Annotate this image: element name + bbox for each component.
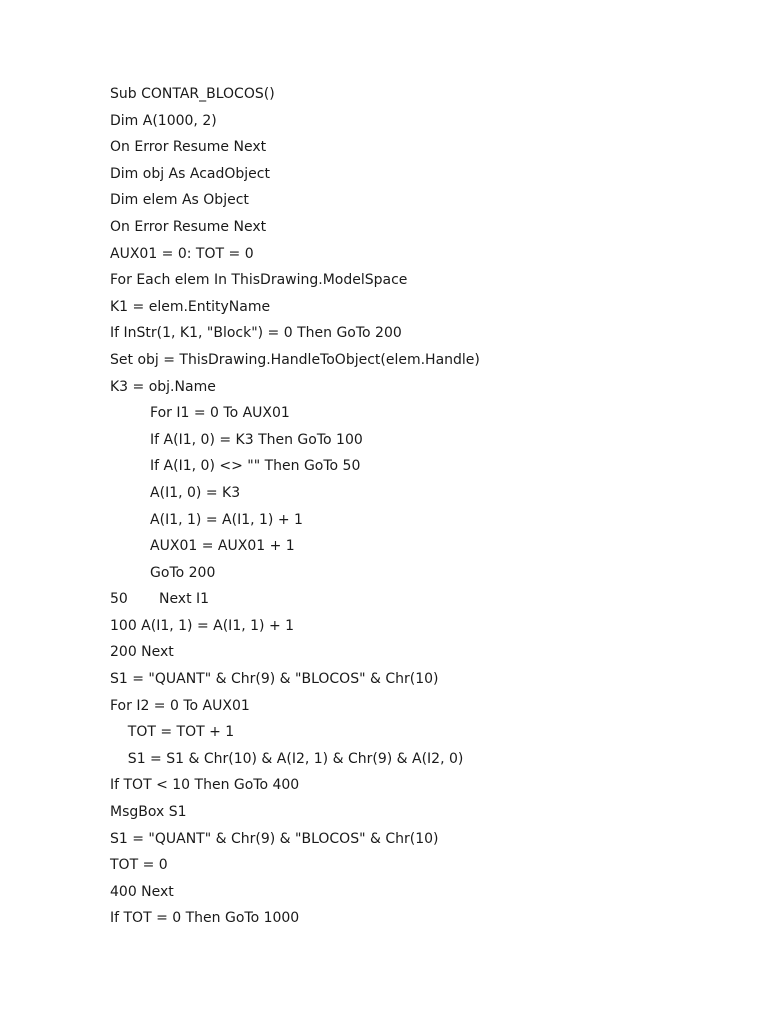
code-line: AUX01 = 0: TOT = 0 [110, 245, 254, 262]
code-line: For I1 = 0 To AUX01 [110, 405, 290, 422]
code-line: MsgBox S1 [110, 804, 187, 821]
code-line: 200 Next [110, 644, 174, 661]
code-line: If A(I1, 0) = K3 Then GoTo 100 [110, 431, 363, 448]
code-line: S1 = S1 & Chr(10) & A(I2, 1) & Chr(9) & A(I2, 0) [110, 750, 464, 767]
code-line: Set obj = ThisDrawing.HandleToObject(elem.Handle) [110, 351, 480, 368]
code-line: For Each elem In ThisDrawing.ModelSpace [110, 272, 408, 289]
code-line: If TOT < 10 Then GoTo 400 [110, 777, 300, 794]
code-line: S1 = "QUANT" & Chr(9) & "BLOCOS" & Chr(10) [110, 671, 439, 688]
code-line: K3 = obj.Name [110, 378, 216, 395]
code-line: AUX01 = AUX01 + 1 [110, 538, 295, 555]
code-line: 100 A(I1, 1) = A(I1, 1) + 1 [110, 617, 295, 634]
code-line: S1 = "QUANT" & Chr(9) & "BLOCOS" & Chr(10) [110, 830, 439, 847]
code-line: GoTo 200 [110, 564, 216, 581]
code-line: Dim A(1000, 2) [110, 112, 217, 129]
code-line: TOT = TOT + 1 [110, 724, 235, 741]
code-line: For I2 = 0 To AUX01 [110, 697, 250, 714]
code-line: 400 Next [110, 883, 174, 900]
code-listing [110, 84, 730, 935]
code-line: If InStr(1, K1, "Block") = 0 Then GoTo 200 [110, 325, 402, 342]
code-line: If A(I1, 0) <> "" Then GoTo 50 [110, 458, 361, 475]
code-line: 50 Next I1 [110, 591, 210, 608]
code-line: Dim elem As Object [110, 192, 249, 209]
code-line: Dim obj As AcadObject [110, 165, 270, 182]
code-line: If TOT = 0 Then GoTo 1000 [110, 910, 300, 927]
code-line: TOT = 0 [110, 857, 168, 874]
code-line: Sub CONTAR_BLOCOS() [110, 86, 275, 102]
code-line: On Error Resume Next [110, 139, 267, 156]
code-line: A(I1, 1) = A(I1, 1) + 1 [110, 511, 303, 528]
code-line: A(I1, 0) = K3 [110, 484, 241, 501]
code-line: On Error Resume Next [110, 218, 267, 235]
code-line: K1 = elem.EntityName [110, 298, 271, 315]
